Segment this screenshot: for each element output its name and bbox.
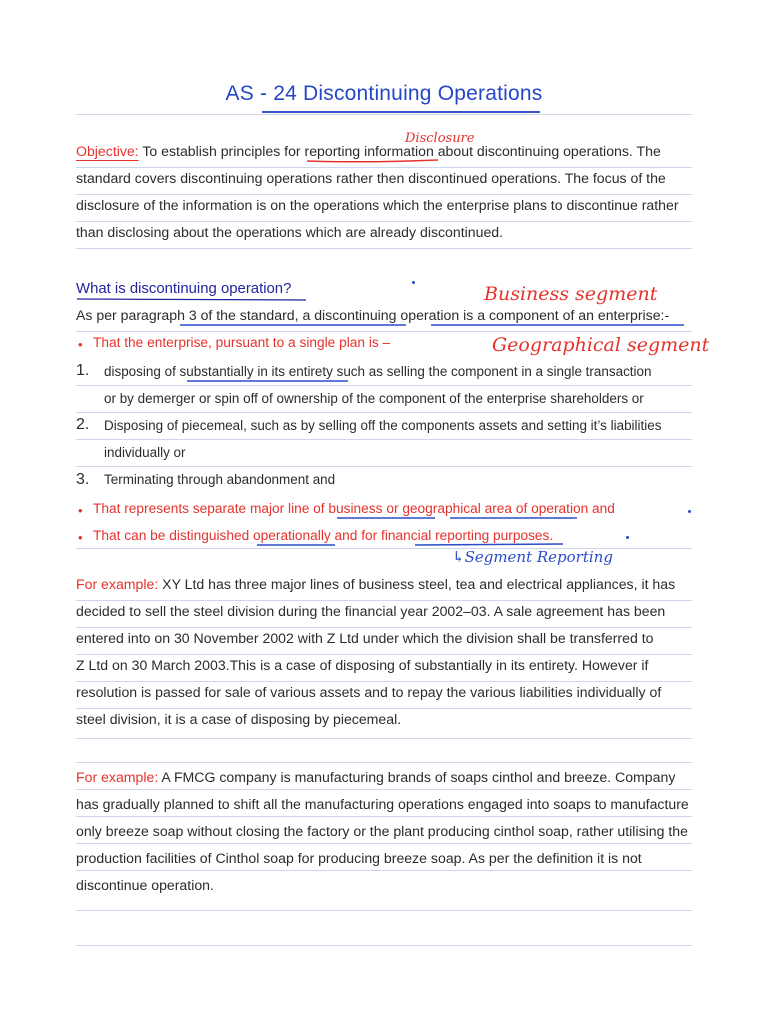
ruled-line [76, 331, 692, 332]
objective-text-1: To establish principles for reporting information about discontinuing operations. The [142, 144, 661, 160]
business-geographical-underline [335, 515, 580, 521]
ruled-line [76, 600, 692, 601]
bullet-1: That the enterprise, pursuant to a single plan is – [93, 335, 391, 351]
ruled-line [76, 466, 692, 467]
ruled-line [76, 708, 692, 709]
heading-underline [76, 297, 308, 302]
ruled-line [76, 945, 692, 946]
example1-line-4: Z Ltd on 30 March 2003.This is a case of disposing of substantially in its entirety. However if [76, 658, 649, 674]
ruled-line [76, 627, 692, 628]
item-number: 1. [76, 362, 90, 379]
page-title: AS - 24 Discontinuing Operations [225, 82, 543, 105]
ruled-line [76, 816, 692, 817]
example2-line-5: discontinue operation. [76, 878, 214, 894]
example1-label: For example: [76, 577, 159, 593]
example2-line-2: has gradually planned to shift all the manufacturing operations engaged into soaps to manufacture [76, 797, 689, 813]
example2-line-4: production facilities of Cinthol soap for producing breeze soap. As per the definition it is not [76, 851, 642, 867]
item-1-line-2: or by demerger or spin off of ownership of the component of the enterprise shareholders or [104, 391, 644, 407]
example1-line-2: decided to sell the steel division during the financial year 2002–03. A sale agreement has been [76, 604, 666, 620]
ruled-line [76, 114, 692, 115]
bullet-dot-1: • [78, 337, 83, 352]
ruled-line [76, 789, 692, 790]
bullet-dot-3: • [78, 530, 83, 545]
intro-underline [178, 322, 688, 328]
example2-text-1: A FMCG company is manufacturing brands of soaps cinthol and breeze. Company [161, 770, 676, 786]
item-number: 3. [76, 471, 90, 488]
ruled-line [76, 221, 692, 222]
segment-reporting-annotation: ↳Segment Reporting [452, 548, 613, 566]
intro-line: As per paragraph 3 of the standard, a discontinuing operation is a component of an enterprise:- [76, 308, 670, 324]
objective-line-4: than disclosing about the operations which are already discontinued. [76, 225, 504, 241]
example1-line-1 [76, 576, 692, 594]
reporting-information-underline [305, 158, 440, 164]
ruled-line [76, 910, 692, 911]
example2-line-1 [76, 769, 692, 787]
ruled-line [76, 762, 692, 763]
ruled-line [76, 412, 692, 413]
ruled-line [76, 439, 692, 440]
example2-label: For example: [76, 770, 159, 786]
section-heading: What is discontinuing operation? [76, 280, 292, 297]
bullet-2: That represents separate major line of business or geographical area of operation and [93, 501, 615, 517]
ruled-line [76, 385, 692, 386]
item-1-line-1: disposing of substantially in its entirety such as selling the component in a single transaction [104, 364, 652, 380]
item-3-line-1: Terminating through abandonment and [104, 472, 336, 488]
example1-line-5: resolution is passed for sale of various assets and to repay the various liabilities individually of [76, 685, 662, 701]
ruled-line [76, 738, 692, 739]
pen-dot [688, 510, 691, 513]
ruled-line [76, 870, 692, 871]
ruled-line [76, 843, 692, 844]
pen-dot [412, 281, 415, 284]
disclosure-annotation: Disclosure [405, 131, 475, 146]
item-number: 2. [76, 416, 90, 433]
ruled-line [76, 248, 692, 249]
example1-text-1: XY Ltd has three major lines of business steel, tea and electrical appliances, it has [162, 577, 676, 593]
objective-line-2: standard covers discontinuing operations rather then discontinued operations. The focus of the [76, 171, 666, 187]
item-2-line-2: individually or [104, 445, 186, 461]
example2-line-3: only breeze soap without closing the factory or the plant producing cinthol soap, rather utilising the [76, 824, 688, 840]
ruled-line [76, 681, 692, 682]
objective-line-3: disclosure of the information is on the operations which the enterprise plans to discontinue rather [76, 198, 679, 214]
pen-dot [626, 536, 629, 539]
item-2-line-1: Disposing of piecemeal, such as by selling off the components assets and setting it’s liabilities [104, 418, 662, 434]
ruled-line [76, 167, 692, 168]
business-segment-annotation: Business segment [484, 283, 658, 305]
ruled-line [76, 654, 692, 655]
bullet-3: That can be distinguished operationally and for financial reporting purposes. [93, 528, 554, 544]
substantially-underline [185, 378, 350, 383]
bullet-dot-2: • [78, 503, 83, 518]
title-underline [262, 111, 540, 113]
geographical-segment-annotation: Geographical segment [492, 334, 710, 356]
ruled-line [76, 194, 692, 195]
example1-line-6: steel division, it is a case of disposing by piecemeal. [76, 712, 402, 728]
example1-line-3: entered into on 30 November 2002 with Z Ltd under which the division shall be transferred to [76, 631, 654, 647]
objective-label: Objective: [76, 144, 139, 160]
